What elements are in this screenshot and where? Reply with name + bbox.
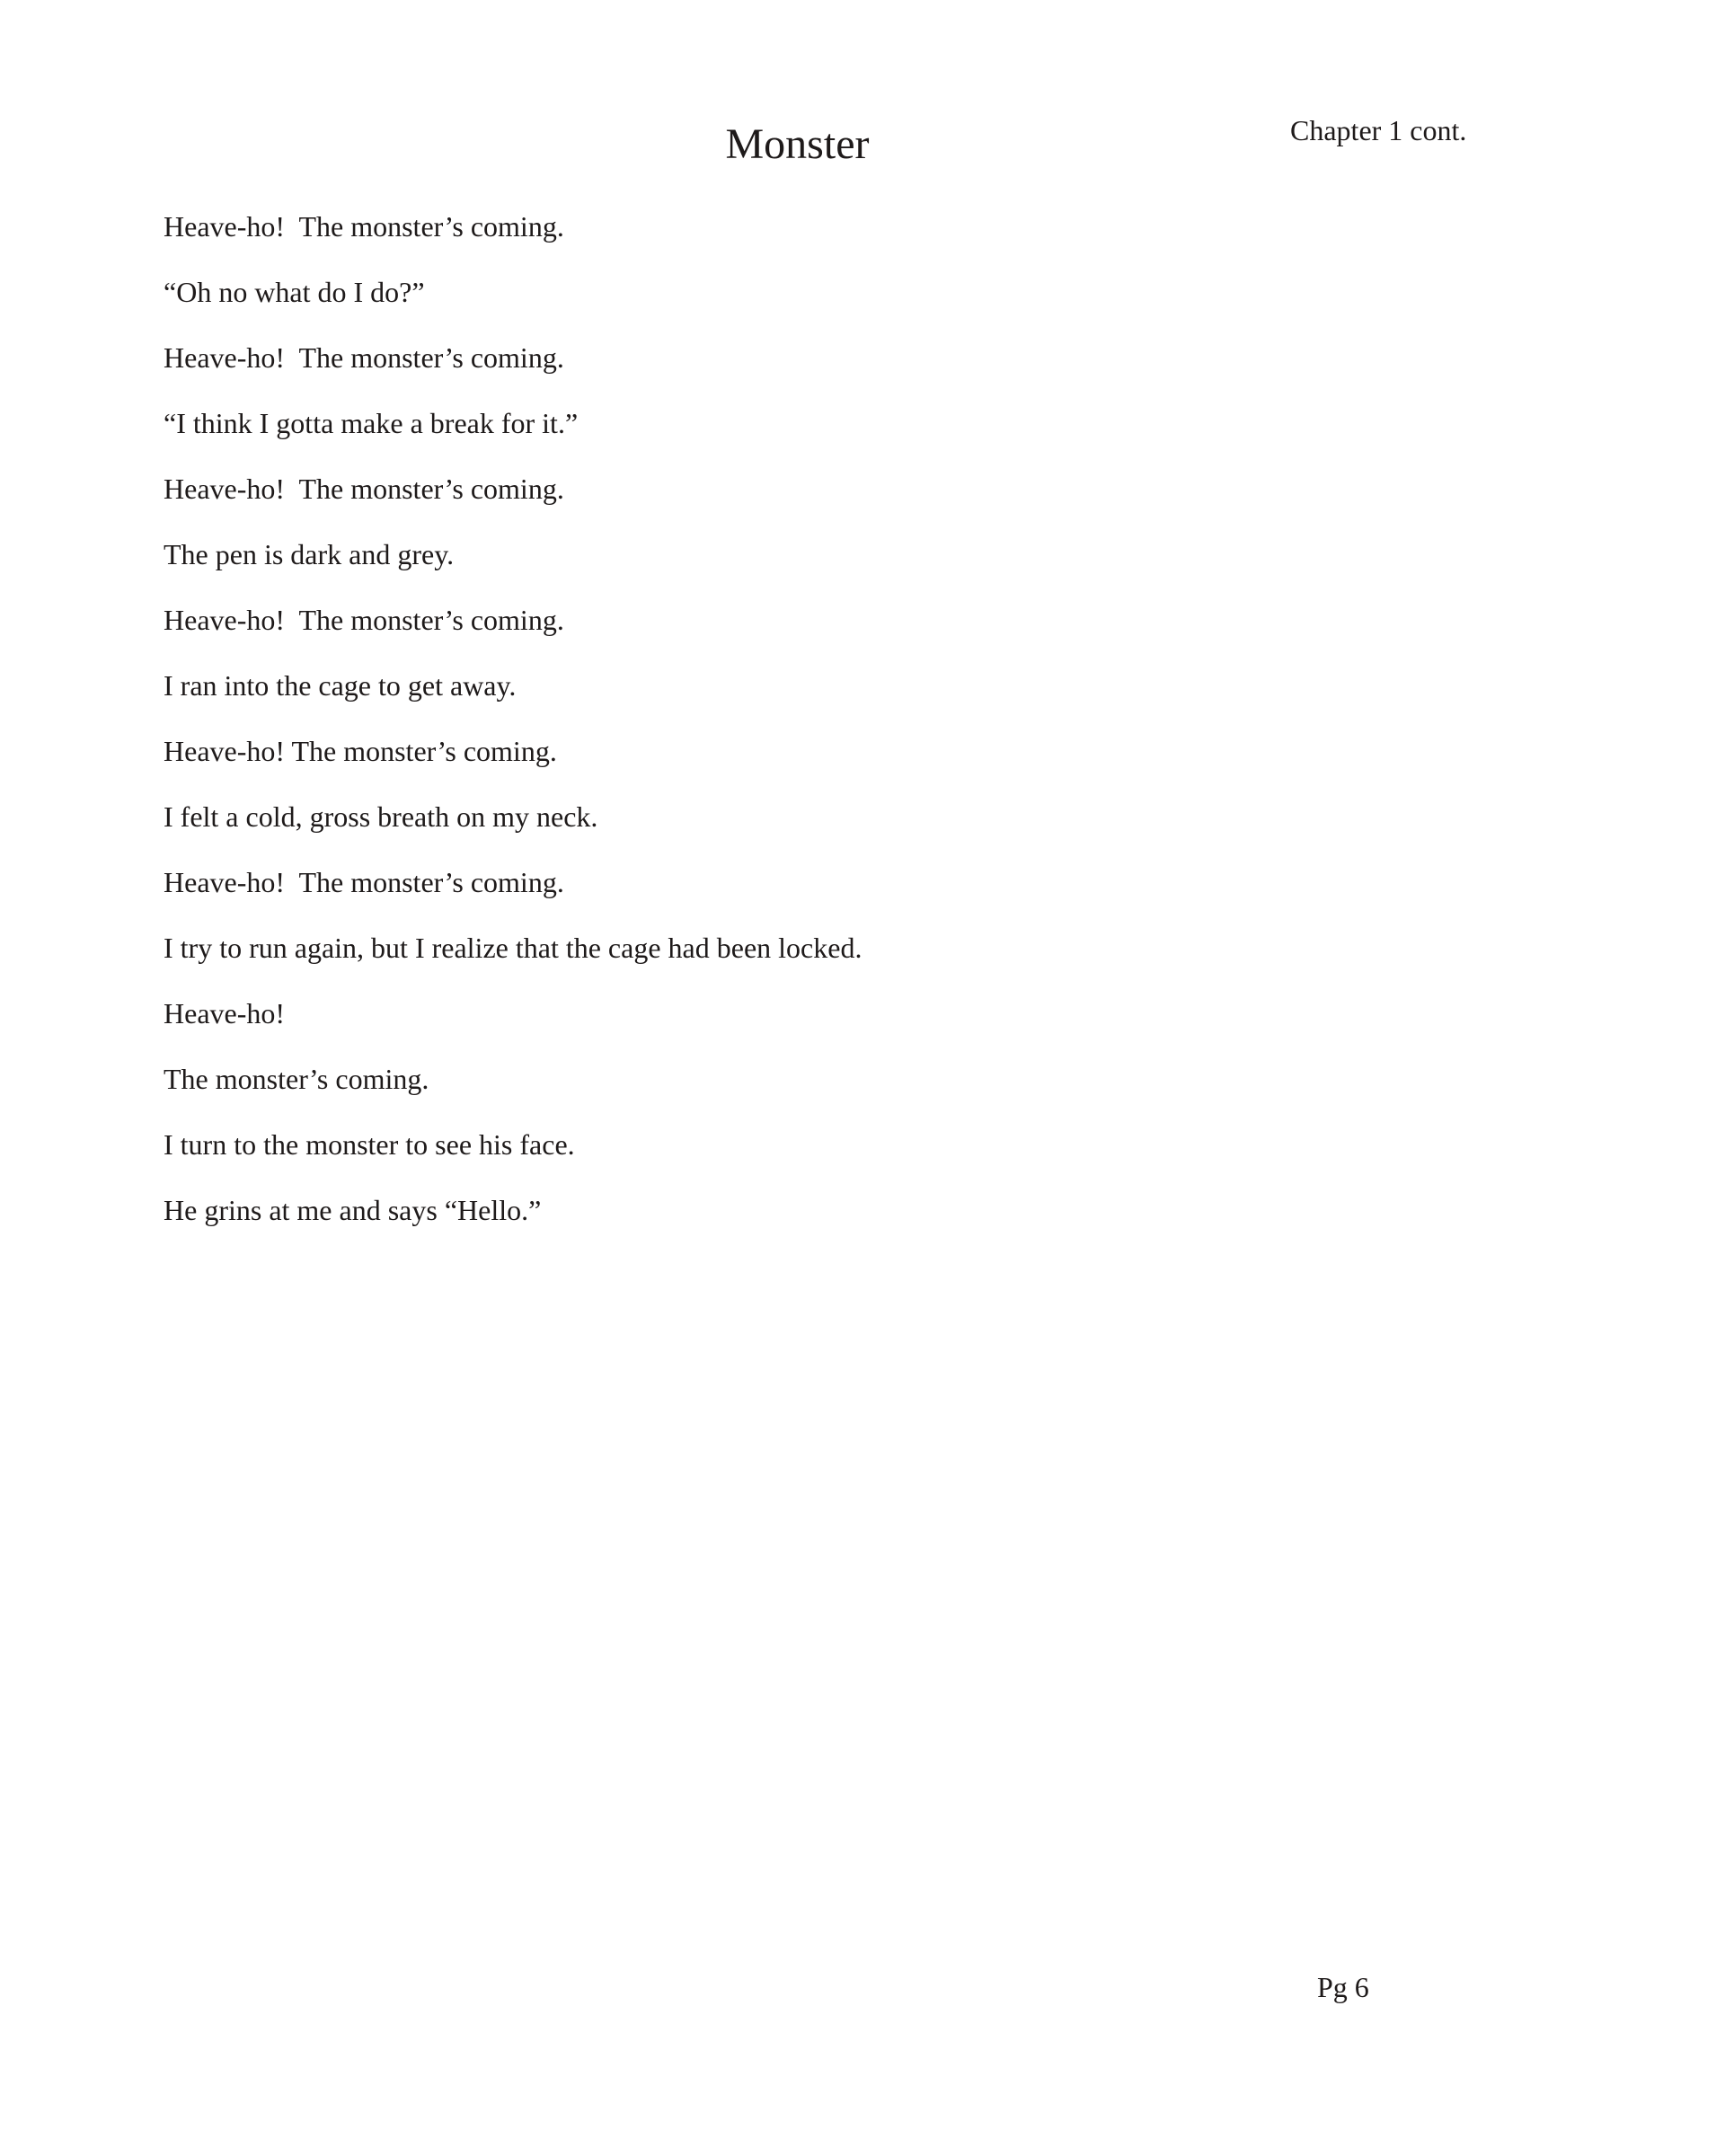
poem-line: The monster’s coming.: [164, 1063, 429, 1095]
poem-body: [164, 208, 862, 1258]
poem-line: I turn to the monster to see his face.: [164, 1128, 575, 1161]
poem-line: Heave-ho!: [164, 997, 286, 1029]
page-number: Pg 6: [1317, 1971, 1369, 2003]
poem-line: “Oh no what do I do?”: [164, 276, 425, 308]
poem-line: Heave-ho! The monster’s coming.: [164, 604, 564, 636]
page-title: Monster: [725, 120, 870, 168]
poem-line: Heave-ho! The monster’s coming.: [164, 866, 564, 898]
poem-line: I try to run again, but I realize that the cage had been locked.: [164, 932, 862, 964]
poem-line: He grins at me and says “Hello.”: [164, 1194, 542, 1226]
poem-line: Heave-ho! The monster’s coming.: [164, 473, 564, 505]
chapter-label: Chapter 1 cont.: [1290, 114, 1467, 146]
poem-line: I felt a cold, gross breath on my neck.: [164, 800, 598, 833]
poem-line: I ran into the cage to get away.: [164, 669, 517, 702]
poem-line: The pen is dark and grey.: [164, 538, 455, 570]
poem-line: Heave-ho! The monster’s coming.: [164, 210, 564, 243]
poem-line: “I think I gotta make a break for it.”: [164, 407, 579, 439]
poem-line: Heave-ho! The monster’s coming.: [164, 341, 564, 374]
poem-line: Heave-ho! The monster’s coming.: [164, 735, 557, 767]
